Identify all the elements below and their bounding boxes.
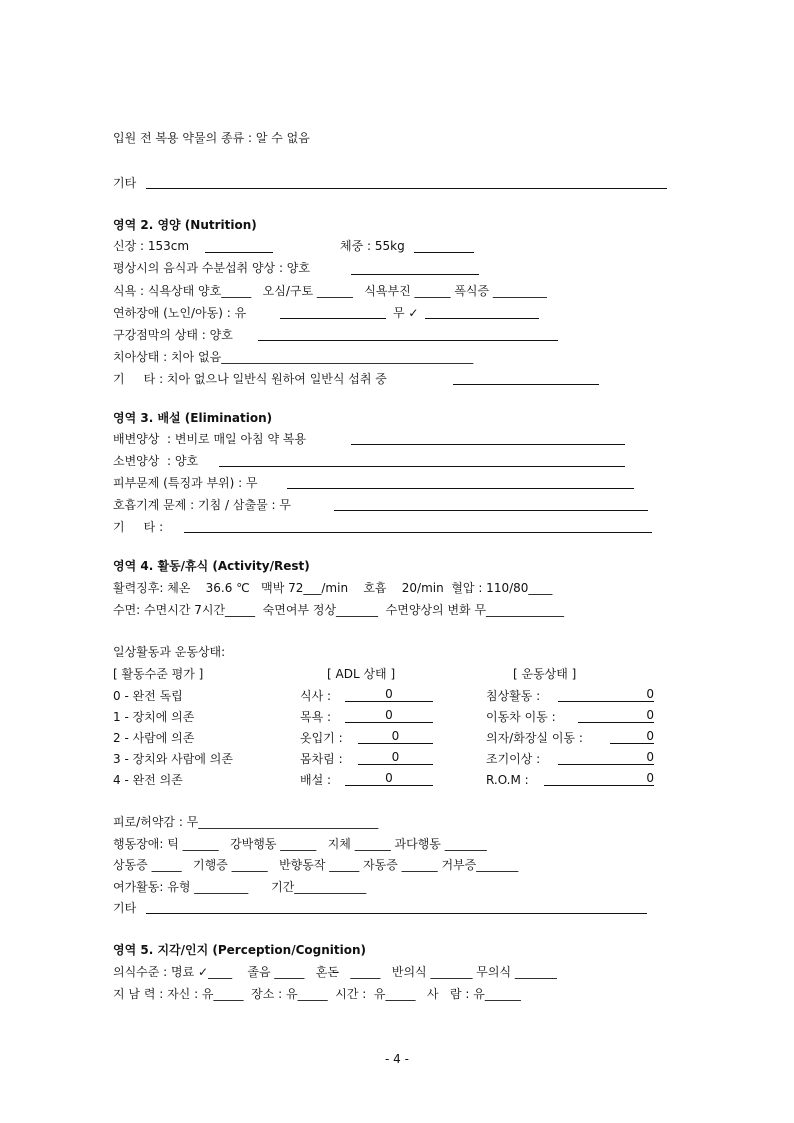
level-item: 0 - 완전 독립 xyxy=(113,689,183,703)
nutrition-other-field: 기 타 : 치아 없으나 일반식 원하여 일반식 섭취 중 xyxy=(113,372,387,386)
motor-value: 0 xyxy=(558,749,654,765)
motor-value: 0 xyxy=(544,770,654,786)
oral-mucosa-underline xyxy=(258,326,558,341)
appetite-line: 식욕 : 식욕상태 양호_____ 오심/구토 ______ 식욕부진 ______ 폭식증 _________ xyxy=(113,284,547,298)
motor-label: 조기이상 : xyxy=(486,752,541,766)
adl-label: 식사 : xyxy=(300,689,332,703)
motor-value: 0 xyxy=(610,728,654,744)
motor-label: R.O.M : xyxy=(486,773,529,787)
etc-label: 기타 xyxy=(113,176,137,190)
level-item: 3 - 장치와 사람에 의존 xyxy=(113,752,233,766)
daily-activity-label: 일상활동과 운동상태: xyxy=(113,645,226,659)
adl-label: 옷입기 : xyxy=(300,731,343,745)
level-item: 4 - 완전 의존 xyxy=(113,773,183,787)
section-title-activity: 영역 4. 활동/휴식 (Activity/Rest) xyxy=(113,559,310,573)
normal-intake-field: 평상시의 음식과 수분섭취 양상 : 양호 xyxy=(113,261,310,275)
adl-label: 배설 : xyxy=(300,773,332,787)
dysphagia-label: 연하장애 (노인/아동) : 유 xyxy=(113,306,247,320)
section-title-nutrition: 영역 2. 영양 (Nutrition) xyxy=(113,218,257,232)
fatigue-field: 피로/허약감 : 무______________________________ xyxy=(113,815,379,829)
activity-etc-underline xyxy=(146,899,647,914)
motor-header: [ 운동상태 ] xyxy=(513,667,577,681)
urine-field: 소변양상 : 양호 xyxy=(113,454,199,468)
adl-header: [ ADL 상태 ] xyxy=(327,667,396,681)
stereotypy-field: 상동증 _____ 기행증 ______ 반향동작 _____ 자동증 ______ 거부증_______ xyxy=(113,858,519,872)
skin-field: 피부문제 (특징과 부위) : 무 xyxy=(113,476,258,490)
section-title-perception: 영역 5. 지각/인지 (Perception/Cognition) xyxy=(113,943,366,957)
nutrition-other-underline xyxy=(453,370,599,385)
activity-etc-label: 기타 xyxy=(113,901,137,915)
elimination-other-underline xyxy=(184,518,652,533)
adl-label: 몸차림 : xyxy=(300,752,343,766)
weight-field: 체중 : 55kg xyxy=(340,239,405,253)
activity-level-header: [ 활동수준 평가 ] xyxy=(113,667,204,681)
oral-mucosa-field: 구강점막의 상태 : 양호 xyxy=(113,328,233,342)
sleep-line: 수면: 수면시간 7시간_____ 숙면여부 정상_______ 수면양상의 변화 무_____________ xyxy=(113,603,565,617)
leisure-field: 여가활동: 유형 _________ 기간____________ xyxy=(113,880,367,894)
level-item: 1 - 장치에 의존 xyxy=(113,710,195,724)
height-field: 신장 : 153cm xyxy=(113,239,190,253)
normal-intake-underline xyxy=(351,260,479,275)
adl-value: 0 xyxy=(345,707,433,723)
height-underline xyxy=(205,238,273,253)
consciousness-field: 의식수준 : 명료 ✓____ 졸음 _____ 혼돈 _____ 반의식 _______ 무의식 _______ xyxy=(113,965,557,979)
weight-underline xyxy=(414,238,474,253)
bowel-underline xyxy=(351,430,625,445)
level-item: 2 - 사람에 의존 xyxy=(113,731,195,745)
motor-label: 의자/화장실 이동 : xyxy=(486,731,583,745)
bowel-field: 배변양상 : 변비로 매일 아침 약 복용 xyxy=(113,432,307,446)
etc-underline xyxy=(146,174,667,189)
adl-value: 0 xyxy=(345,770,433,786)
resp-underline xyxy=(334,496,648,511)
adl-value: 0 xyxy=(345,686,433,702)
adl-label: 목욕 : xyxy=(300,710,332,724)
dysphagia-no: 무 ✓ xyxy=(393,306,419,320)
motor-label: 침상활동 : xyxy=(486,689,541,703)
skin-underline xyxy=(287,474,634,489)
vitals-line: 활력징후: 체온 36.6 ℃ 맥박 72___/min 호흡 20/min 혈압 : 110/80____ xyxy=(113,581,553,595)
urine-underline xyxy=(219,452,625,467)
motor-label: 이동차 이동 : xyxy=(486,710,556,724)
behavior-field: 행동장애: 틱 ______ 강박행동 ______ 지체 ______ 과다행동 _______ xyxy=(113,837,487,851)
section-title-elimination: 영역 3. 배설 (Elimination) xyxy=(113,411,273,425)
adl-value: 0 xyxy=(358,749,433,765)
dysphagia-no-underline xyxy=(425,304,539,319)
resp-field: 호흡기계 문제 : 기침 / 삼출물 : 무 xyxy=(113,498,291,512)
motor-value: 0 xyxy=(578,707,654,723)
prior-meds-line: 입원 전 복용 약물의 종류 : 알 수 없음 xyxy=(113,131,310,145)
motor-value: 0 xyxy=(558,686,654,702)
adl-value: 0 xyxy=(358,728,433,744)
orientation-field: 지 남 력 : 자신 : 유_____ 장소 : 유_____ 시간 : 유_____ 사 람 : 유______ xyxy=(113,987,521,1001)
elimination-other-field: 기 타 : xyxy=(113,520,164,534)
dysphagia-yes-underline xyxy=(280,304,386,319)
page-number: - 4 - xyxy=(385,1052,409,1066)
teeth-field: 치아상태 : 치아 없음__________________________________________ xyxy=(113,350,474,364)
